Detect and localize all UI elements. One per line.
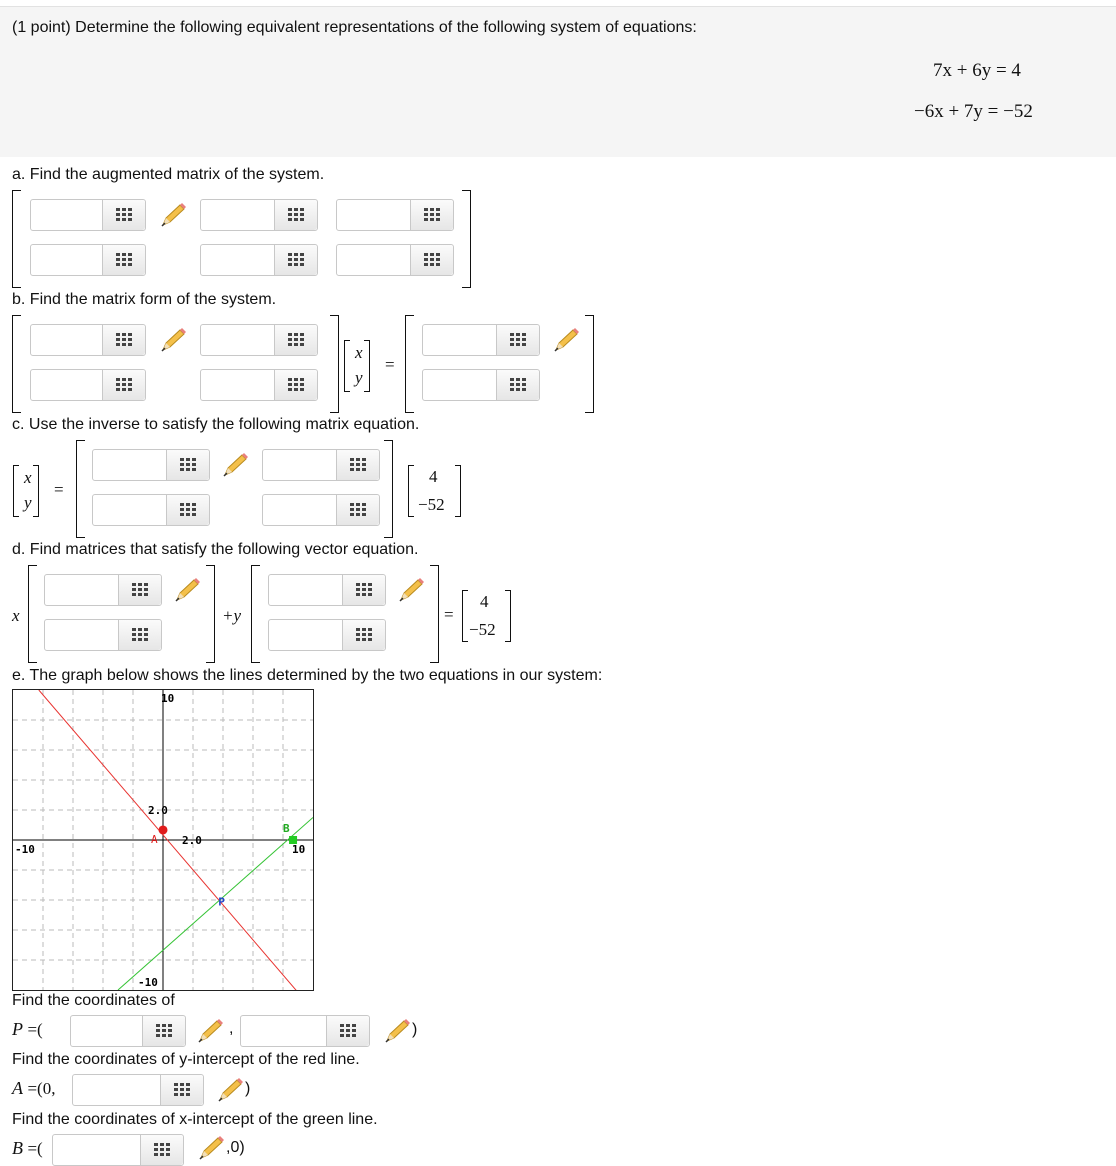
matrix-button[interactable] <box>496 370 539 400</box>
matrix-entry-field[interactable] <box>44 619 162 651</box>
matrix-entry-field[interactable] <box>336 199 454 231</box>
grid-icon <box>180 458 196 472</box>
pencil-icon[interactable] <box>197 1019 223 1043</box>
pencil-icon[interactable] <box>553 328 579 352</box>
matrix-entry-field[interactable] <box>30 369 146 401</box>
matrix-entry-field[interactable] <box>44 574 162 606</box>
rhs-top-value: 4 <box>480 592 489 611</box>
grid-icon <box>288 378 304 392</box>
answer-input[interactable] <box>201 325 275 355</box>
grid-icon <box>180 503 196 517</box>
left-bracket <box>462 590 468 642</box>
answer-input[interactable] <box>263 450 337 480</box>
find-a-prompt: Find the coordinates of y-intercept of the red line. <box>12 1051 360 1068</box>
grid-icon <box>356 628 372 642</box>
find-b-prompt: Find the coordinates of x-intercept of the green line. <box>12 1111 378 1128</box>
grid-icon <box>116 378 132 392</box>
find-p-prompt: Find the coordinates of <box>12 992 175 1009</box>
pencil-icon[interactable] <box>160 203 186 227</box>
grid-icon <box>288 208 304 222</box>
p-label: P =( <box>12 1019 43 1039</box>
pencil-icon[interactable] <box>384 1019 410 1043</box>
pencil-icon[interactable] <box>217 1078 243 1102</box>
left-bracket <box>13 465 19 517</box>
grid-icon <box>288 253 304 267</box>
answer-input[interactable] <box>201 370 275 400</box>
left-bracket <box>408 465 414 517</box>
answer-input[interactable] <box>31 200 103 230</box>
equals-sign: = <box>385 355 395 374</box>
a-label: A =(0, <box>12 1078 56 1098</box>
answer-input[interactable] <box>93 450 167 480</box>
y-tick-label: 2.0 <box>148 804 168 817</box>
answer-input[interactable] <box>201 200 275 230</box>
x-tick-label: 2.0 <box>182 834 202 847</box>
answer-input[interactable] <box>423 370 497 400</box>
equals-sign: = <box>444 605 454 624</box>
matrix-button[interactable] <box>102 200 145 230</box>
b-x-field[interactable] <box>52 1134 184 1166</box>
x-label: x <box>12 606 20 625</box>
answer-input[interactable] <box>93 495 167 525</box>
matrix-button[interactable] <box>342 620 385 650</box>
matrix-button[interactable] <box>336 495 379 525</box>
grid-icon <box>116 208 132 222</box>
pencil-icon[interactable] <box>222 453 248 477</box>
answer-input[interactable] <box>337 200 411 230</box>
matrix-button[interactable] <box>118 575 161 605</box>
graph-canvas <box>13 690 313 990</box>
grid-icon <box>350 458 366 472</box>
right-bracket <box>462 190 471 288</box>
answer-input[interactable] <box>337 245 411 275</box>
equation-1: 7x + 6y = 4 <box>933 60 1021 81</box>
grid-icon <box>510 378 526 392</box>
grid-icon <box>356 583 372 597</box>
matrix-button[interactable] <box>274 325 317 355</box>
grid-icon <box>132 583 148 597</box>
matrix-entry-field[interactable] <box>92 449 210 481</box>
var-y: y <box>355 368 363 387</box>
matrix-entry-field[interactable] <box>30 199 146 231</box>
rhs-bottom-value: −52 <box>469 620 496 639</box>
p-close: ) <box>412 1021 418 1038</box>
p-comma: , <box>229 1020 234 1037</box>
a-close: ) <box>245 1080 251 1097</box>
matrix-button[interactable] <box>410 200 453 230</box>
point-a-marker[interactable] <box>159 825 168 834</box>
line-graph <box>12 689 314 991</box>
matrix-button[interactable] <box>342 575 385 605</box>
green-line <box>118 818 313 991</box>
p-y-field[interactable] <box>240 1015 370 1047</box>
matrix-entry-field[interactable] <box>422 324 540 356</box>
right-bracket <box>585 315 594 413</box>
matrix-button[interactable] <box>496 325 539 355</box>
matrix-button[interactable] <box>102 325 145 355</box>
matrix-entry-field[interactable] <box>200 369 318 401</box>
grid-icon <box>154 1143 170 1157</box>
matrix-entry-field[interactable] <box>268 619 386 651</box>
answer-input[interactable] <box>73 1075 161 1105</box>
matrix-button[interactable] <box>166 495 209 525</box>
y-min-label: -10 <box>138 976 158 989</box>
matrix-entry-field[interactable] <box>30 244 146 276</box>
matrix-entry-field[interactable] <box>92 494 210 526</box>
right-bracket <box>330 315 339 413</box>
right-bracket <box>33 465 39 517</box>
answer-input[interactable] <box>31 370 103 400</box>
matrix-button[interactable] <box>160 1075 203 1105</box>
matrix-button[interactable] <box>140 1135 183 1165</box>
part-c-prompt: c. Use the inverse to satisfy the following matrix equation. <box>12 416 420 433</box>
equation-2: −6x + 7y = −52 <box>914 101 1033 122</box>
matrix-button[interactable] <box>326 1016 369 1046</box>
y-max-label: 10 <box>161 692 175 705</box>
matrix-entry-field[interactable] <box>200 199 318 231</box>
grid-icon <box>424 208 440 222</box>
pencil-icon[interactable] <box>174 578 200 602</box>
matrix-button[interactable] <box>102 370 145 400</box>
grid-icon <box>288 333 304 347</box>
matrix-entry-field[interactable] <box>30 324 146 356</box>
rhs-bottom-value: −52 <box>418 495 445 514</box>
var-x: x <box>24 468 32 487</box>
matrix-button[interactable] <box>336 450 379 480</box>
p-x-field[interactable] <box>70 1015 186 1047</box>
right-bracket <box>384 440 393 538</box>
matrix-button[interactable] <box>274 200 317 230</box>
x-min-label: -10 <box>15 843 35 856</box>
matrix-button[interactable] <box>142 1016 185 1046</box>
left-bracket <box>28 565 37 663</box>
a-y-field[interactable] <box>72 1074 204 1106</box>
matrix-entry-field[interactable] <box>336 244 454 276</box>
answer-input[interactable] <box>31 325 103 355</box>
pencil-icon[interactable] <box>198 1136 224 1160</box>
matrix-entry-field[interactable] <box>200 324 318 356</box>
matrix-entry-field[interactable] <box>268 574 386 606</box>
point-a-label: A <box>151 832 158 846</box>
grid-icon <box>116 253 132 267</box>
answer-input[interactable] <box>45 575 119 605</box>
pencil-icon[interactable] <box>398 578 424 602</box>
left-bracket <box>405 315 414 413</box>
answer-input[interactable] <box>269 620 343 650</box>
answer-input[interactable] <box>201 245 275 275</box>
grid-icon <box>116 333 132 347</box>
matrix-entry-field[interactable] <box>262 494 380 526</box>
part-b-prompt: b. Find the matrix form of the system. <box>12 291 277 308</box>
grid-icon <box>132 628 148 642</box>
answer-input[interactable] <box>71 1016 143 1046</box>
matrix-button[interactable] <box>166 450 209 480</box>
var-x: x <box>355 343 363 362</box>
grid-icon <box>510 333 526 347</box>
pencil-icon[interactable] <box>160 328 186 352</box>
matrix-button[interactable] <box>118 620 161 650</box>
answer-input[interactable] <box>269 575 343 605</box>
left-bracket <box>76 440 85 538</box>
point-p-label: P <box>218 895 225 909</box>
x-max-label: 10 <box>292 843 306 856</box>
matrix-entry-field[interactable] <box>262 449 380 481</box>
b-label: B =( <box>12 1138 43 1158</box>
point-b-label: B <box>283 822 290 835</box>
matrix-entry-field[interactable] <box>422 369 540 401</box>
right-bracket <box>206 565 215 663</box>
left-bracket <box>12 315 21 413</box>
answer-input[interactable] <box>263 495 337 525</box>
matrix-entry-field[interactable] <box>200 244 318 276</box>
answer-input[interactable] <box>53 1135 141 1165</box>
left-bracket <box>344 340 350 392</box>
answer-input[interactable] <box>423 325 497 355</box>
part-e-prompt: e. The graph below shows the lines determined by the two equations in our system: <box>12 667 603 684</box>
right-bracket <box>505 590 511 642</box>
answer-input[interactable] <box>241 1016 327 1046</box>
part-d-prompt: d. Find matrices that satisfy the following vector equation. <box>12 541 419 558</box>
matrix-button[interactable] <box>410 245 453 275</box>
plus-y-label: +y <box>222 606 242 625</box>
equals-sign: = <box>54 480 64 499</box>
matrix-button[interactable] <box>274 370 317 400</box>
grid-icon <box>156 1024 172 1038</box>
left-bracket <box>251 565 260 663</box>
var-y: y <box>24 493 32 512</box>
left-bracket <box>12 190 21 288</box>
grid-icon <box>174 1083 190 1097</box>
rhs-top-value: 4 <box>429 467 438 486</box>
answer-input[interactable] <box>45 620 119 650</box>
right-bracket <box>364 340 370 392</box>
part-a-prompt: a. Find the augmented matrix of the system. <box>12 166 325 183</box>
problem-intro: (1 point) Determine the following equivalent representations of the following system of equations: <box>12 19 697 36</box>
grid-icon <box>340 1024 356 1038</box>
right-bracket <box>430 565 439 663</box>
grid-icon <box>424 253 440 267</box>
b-close: ,0) <box>226 1139 245 1156</box>
matrix-button[interactable] <box>274 245 317 275</box>
right-bracket <box>455 465 461 517</box>
matrix-button[interactable] <box>102 245 145 275</box>
grid-icon <box>350 503 366 517</box>
answer-input[interactable] <box>31 245 103 275</box>
